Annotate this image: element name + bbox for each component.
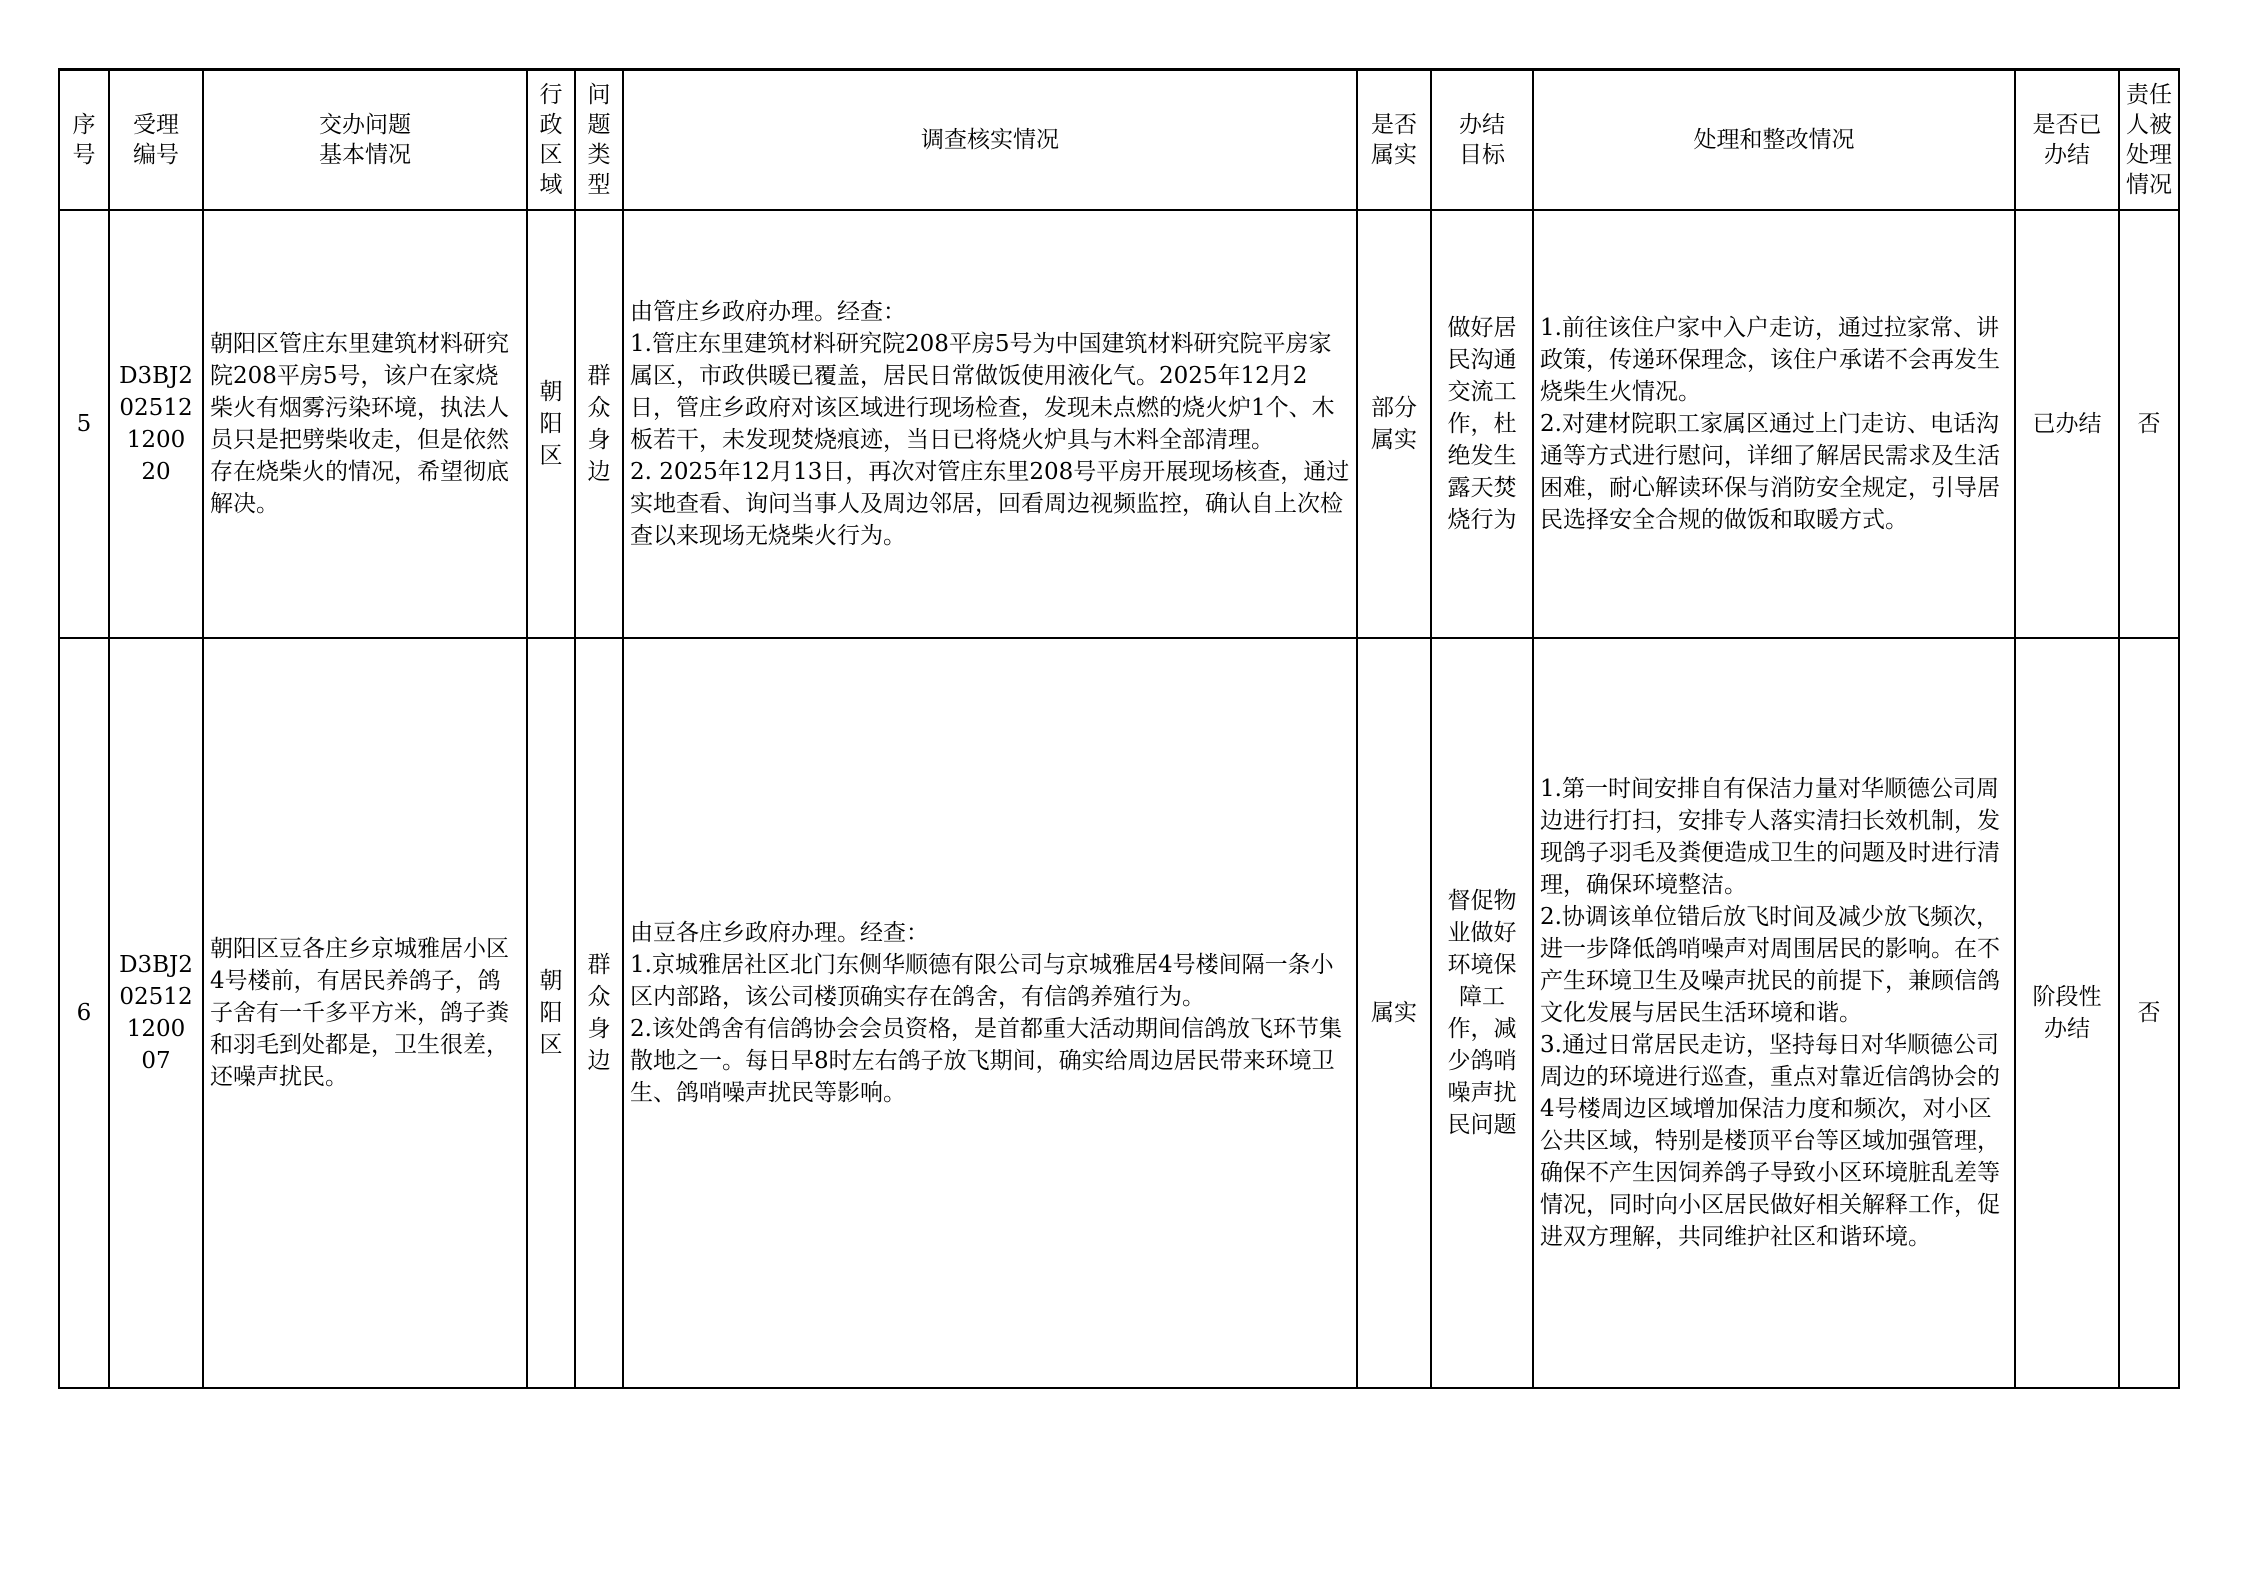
cell-accountability: 否 xyxy=(2119,638,2179,1388)
header-verified: 是否 属实 xyxy=(1357,70,1431,210)
cell-district: 朝阳区 xyxy=(527,638,575,1388)
header-investigation: 调查核实情况 xyxy=(623,70,1357,210)
cell-handling: 1.第一时间安排自有保洁力量对华顺德公司周边进行打扫，安排专人落实清扫长效机制，发现鸽子羽毛及粪便造成卫生的问题及时进行清理，确保环境整洁。 2.协调该单位错后放飞时间及减少放飞频次，进一步降低鸽哨噪声对周围居民的影响。在不产生环境卫生及噪声扰民的前提下，兼顾信鸽文化发展与居民生活环境和谐。 3.通过日常居民走访，坚持每日对华顺德公司周边的环境进行巡查，重点对靠近信鸽协会的4号楼周边区域增加保洁力度和频次，对小区公共区域，特别是楼顶平台等区域加强管理，确保不产生因饲养鸽子导致小区环境脏乱差等情况，同时向小区居民做好相关解释工作，促进双方理解，共同维护社区和谐环境。 xyxy=(1533,638,2015,1388)
cell-district: 朝阳区 xyxy=(527,210,575,638)
table-row xyxy=(59,210,2179,638)
cell-investigation: 由管庄乡政府办理。经查： 1.管庄东里建筑材料研究院208平房5号为中国建筑材料研究院平房家属区，市政供暖已覆盖，居民日常做饭使用液化气。2025年12月2日，管庄乡政府对该区域进行现场检查，发现未点燃的烧火炉1个、木板若干，未发现焚烧痕迹，当日已将烧火炉具与木料全部清理。 2. 2025年12月13日，再次对管庄东里208号平房开展现场核查，通过实地查看、询问当事人及周边邻居，回看周边视频监控，确认自上次检查以来现场无烧柴火行为。 xyxy=(623,210,1357,638)
cell-handling: 1.前往该住户家中入户走访，通过拉家常、讲政策，传递环保理念，该住户承诺不会再发生烧柴生火情况。 2.对建材院职工家属区通过上门走访、电话沟通等方式进行慰问，详细了解居民需求及生活困难，耐心解读环保与消防安全规定，引导居民选择安全合规的做饭和取暖方式。 xyxy=(1533,210,2015,638)
header-type: 问题类型 xyxy=(575,70,623,210)
cell-concluded: 阶段性办结 xyxy=(2015,638,2119,1388)
header-goal: 办结 目标 xyxy=(1431,70,1533,210)
header-issue: 交办问题 基本情况 xyxy=(203,70,527,210)
cell-verified: 部分属实 xyxy=(1357,210,1431,638)
header-row xyxy=(59,70,2179,210)
cell-issue: 朝阳区管庄东里建筑材料研究院208平房5号，该户在家烧柴火有烟雾污染环境，执法人员只是把劈柴收走，但是依然存在烧柴火的情况，希望彻底解决。 xyxy=(203,210,527,638)
cell-type: 群众身边 xyxy=(575,210,623,638)
cell-seq: 6 xyxy=(59,638,109,1388)
header-district: 行政区域 xyxy=(527,70,575,210)
cell-seq: 5 xyxy=(59,210,109,638)
header-accountability: 责任人被处理情况 xyxy=(2119,70,2179,210)
header-handling: 处理和整改情况 xyxy=(1533,70,2015,210)
cell-investigation: 由豆各庄乡政府办理。经查： 1.京城雅居社区北门东侧华顺德有限公司与京城雅居4号楼间隔一条小区内部路，该公司楼顶确实存在鸽舍，有信鸽养殖行为。 2.该处鸽舍有信鸽协会会员资格，是首都重大活动期间信鸽放飞环节集散地之一。每日早8时左右鸽子放飞期间，确实给周边居民带来环境卫生、鸽哨噪声扰民等影响。 xyxy=(623,638,1357,1388)
complaint-handling-table xyxy=(58,68,2180,1389)
cell-concluded: 已办结 xyxy=(2015,210,2119,638)
header-accept-no: 受理 编号 xyxy=(109,70,203,210)
header-seq: 序号 xyxy=(59,70,109,210)
cell-type: 群众身边 xyxy=(575,638,623,1388)
table-row xyxy=(59,638,2179,1388)
cell-issue: 朝阳区豆各庄乡京城雅居小区4号楼前，有居民养鸽子，鸽子舍有一千多平方米，鸽子粪和羽毛到处都是，卫生很差，还噪声扰民。 xyxy=(203,638,527,1388)
cell-accept-no: D3BJ2025121200 07 xyxy=(109,638,203,1388)
cell-goal: 督促物业做好环境保障工作，减少鸽哨噪声扰民问题 xyxy=(1431,638,1533,1388)
cell-accountability: 否 xyxy=(2119,210,2179,638)
header-concluded: 是否已 办结 xyxy=(2015,70,2119,210)
cell-accept-no: D3BJ2025121200 20 xyxy=(109,210,203,638)
cell-verified: 属实 xyxy=(1357,638,1431,1388)
cell-goal: 做好居民沟通交流工作，杜绝发生露天焚烧行为 xyxy=(1431,210,1533,638)
